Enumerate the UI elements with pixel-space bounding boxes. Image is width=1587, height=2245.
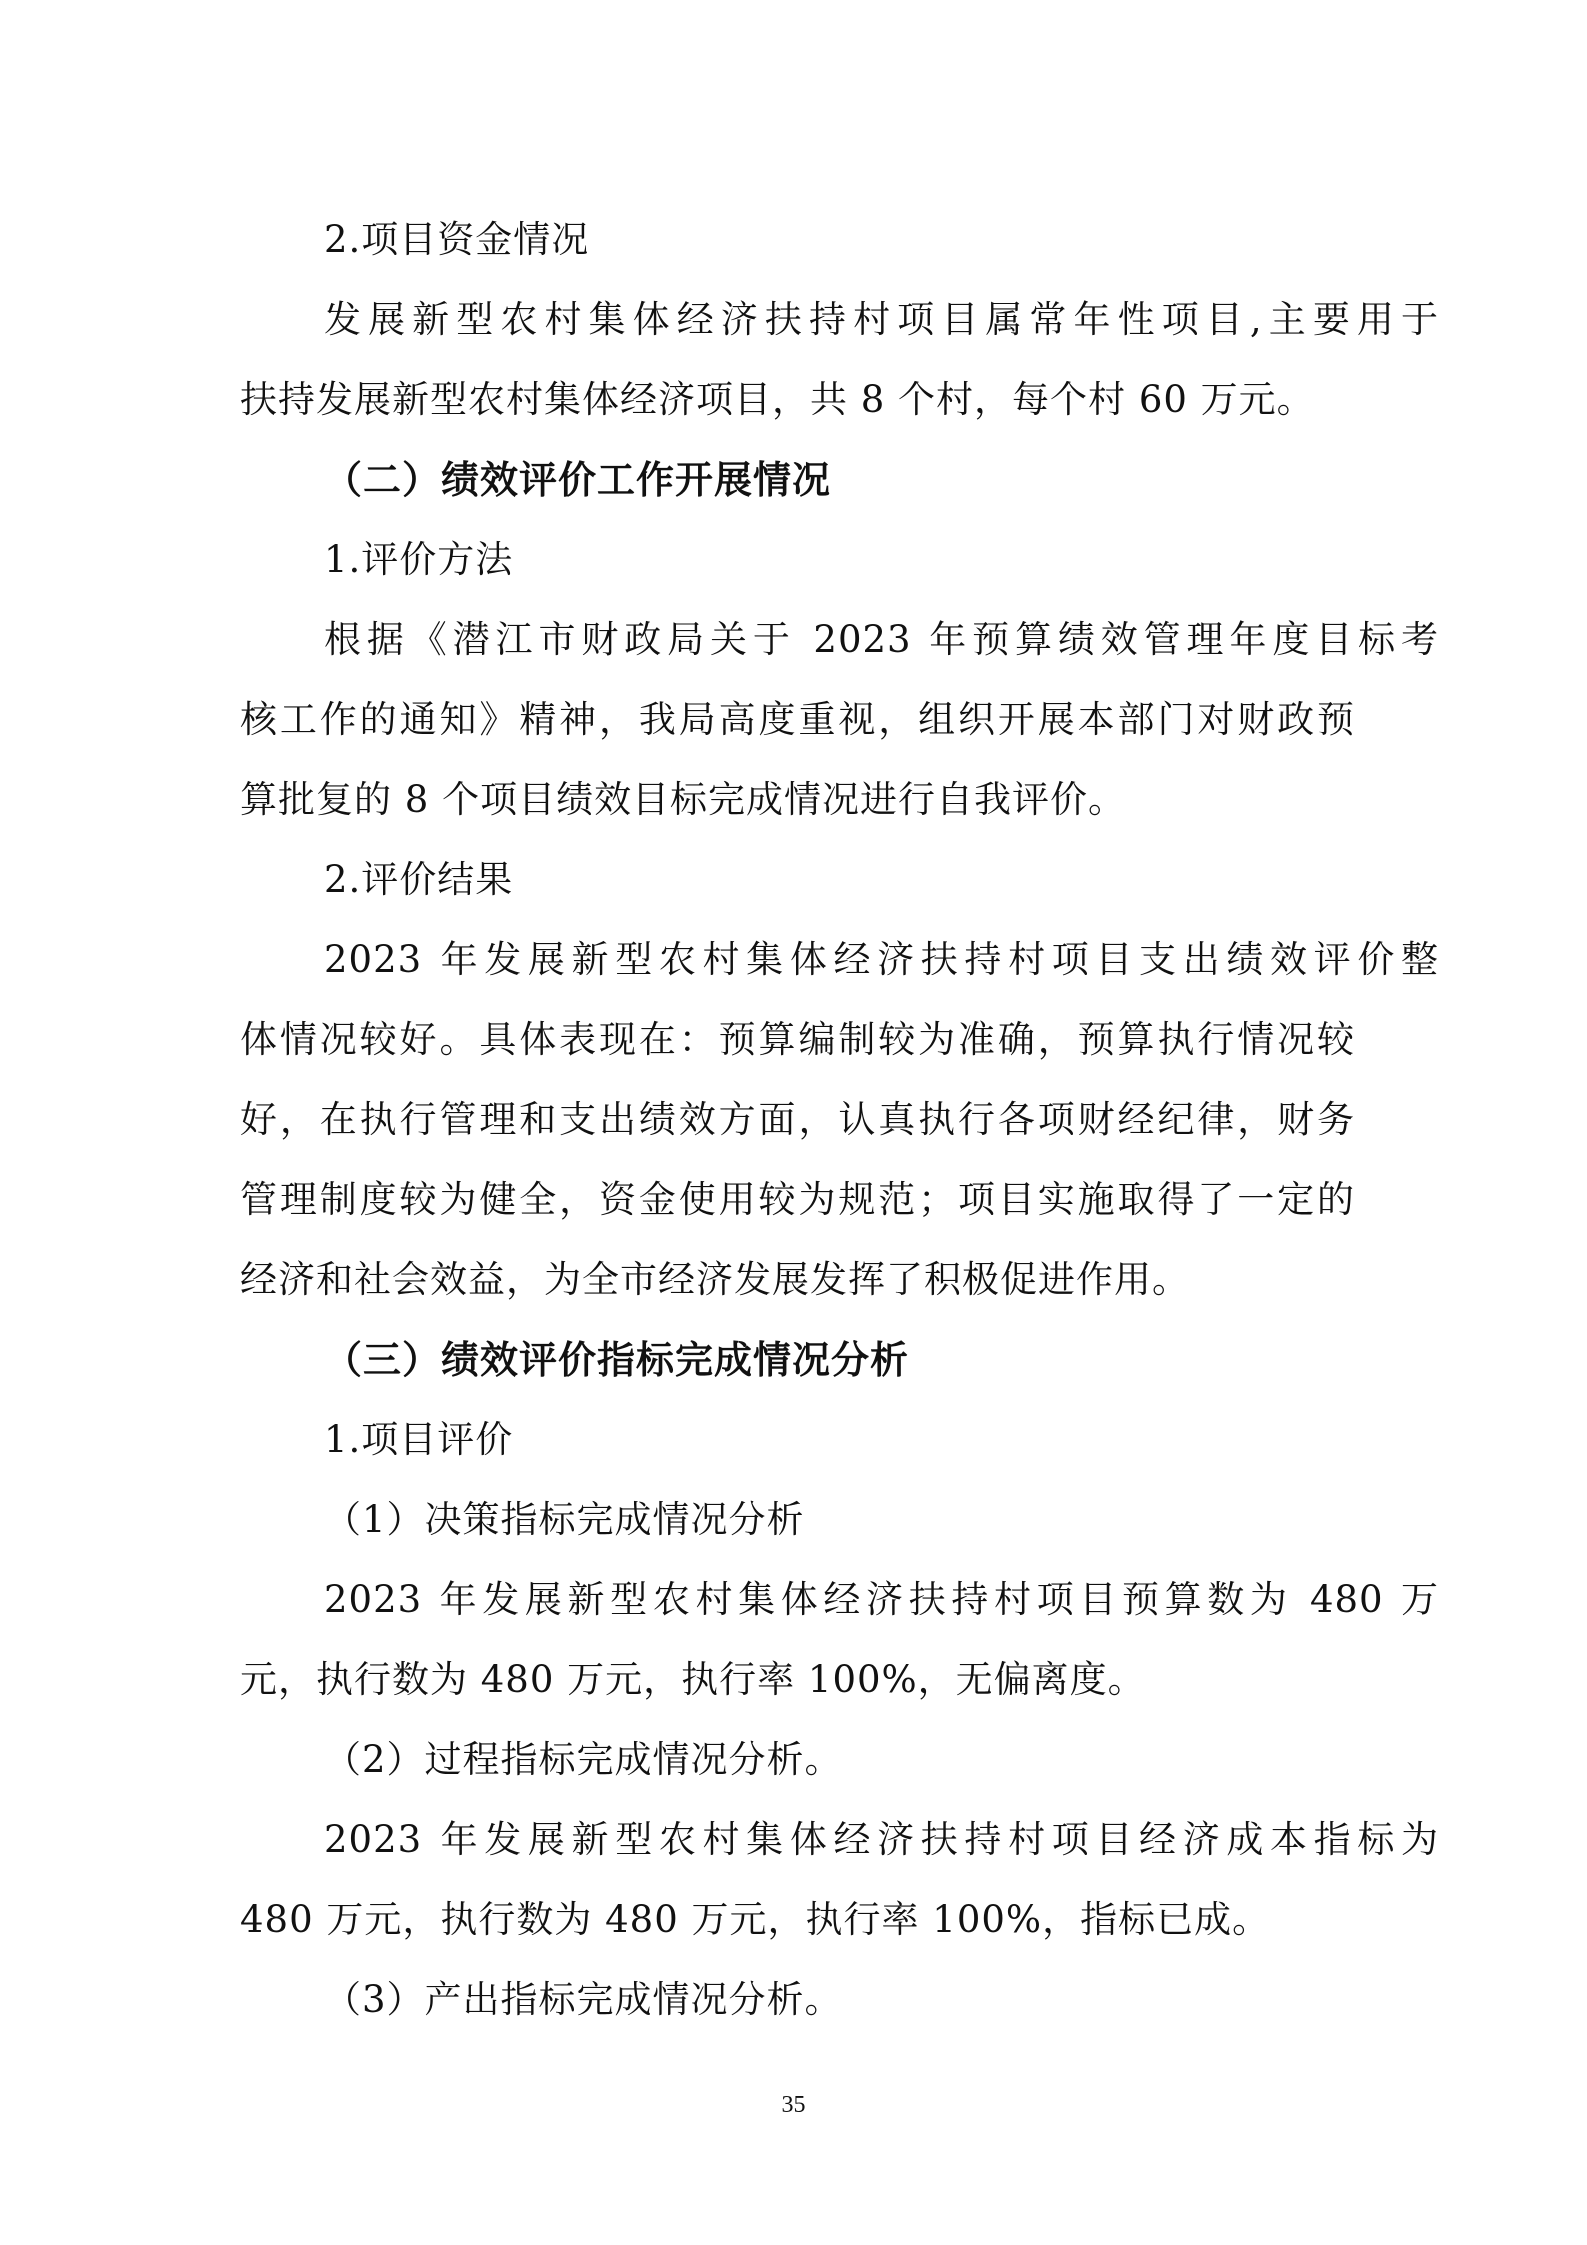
section-heading-evaluation-work: （二）绩效评价工作开展情况 xyxy=(324,458,832,502)
paragraph-line: 2023 年发展新型农村集体经济扶持村项目经济成本指标为 xyxy=(324,1818,1439,1861)
paragraph-line: 经济和社会效益，为全市经济发展发挥了积极促进作用。 xyxy=(240,1258,1190,1301)
paragraph-line: 2023 年发展新型农村集体经济扶持村项目预算数为 480 万 xyxy=(324,1578,1439,1621)
paragraph-line: 元，执行数为 480 万元，执行率 100%，无偏离度。 xyxy=(240,1658,1146,1701)
paragraph-line: 好，在执行管理和支出绩效方面，认真执行各项财经纪律，财务 xyxy=(240,1098,1355,1141)
paragraph-line: 扶持发展新型农村集体经济项目，共 8 个村，每个村 60 万元。 xyxy=(240,378,1315,421)
paragraph-line: 算批复的 8 个项目绩效目标完成情况进行自我评价。 xyxy=(240,778,1127,821)
item-title-output: （3）产出指标完成情况分析。 xyxy=(324,1978,843,2021)
subsection-title-method: 1.评价方法 xyxy=(324,538,514,581)
paragraph-line: 480 万元，执行数为 480 万元，执行率 100%，指标已成。 xyxy=(240,1898,1271,1941)
paragraph-line: 2023 年发展新型农村集体经济扶持村项目支出绩效评价整 xyxy=(324,938,1439,981)
paragraph-line: 发展新型农村集体经济扶持村项目属常年性项目,主要用于 xyxy=(324,298,1439,341)
paragraph-line: 体情况较好。具体表现在：预算编制较为准确，预算执行情况较 xyxy=(240,1018,1355,1061)
subsection-title-result: 2.评价结果 xyxy=(324,858,514,901)
paragraph-line: 核工作的通知》精神，我局高度重视，组织开展本部门对财政预 xyxy=(240,698,1355,741)
paragraph-line: 根据《潜江市财政局关于 2023 年预算绩效管理年度目标考 xyxy=(324,618,1439,661)
section-heading-indicator-analysis: （三）绩效评价指标完成情况分析 xyxy=(324,1338,910,1382)
subsection-title-project-evaluation: 1.项目评价 xyxy=(324,1418,514,1461)
paragraph-line: 管理制度较为健全，资金使用较为规范；项目实施取得了一定的 xyxy=(240,1178,1355,1221)
item-title-process: （2）过程指标完成情况分析。 xyxy=(324,1738,843,1781)
page-number: 35 xyxy=(781,2092,806,2118)
item-title-decision: （1）决策指标完成情况分析 xyxy=(324,1498,805,1541)
subsection-title-funding: 2.项目资金情况 xyxy=(324,218,590,261)
